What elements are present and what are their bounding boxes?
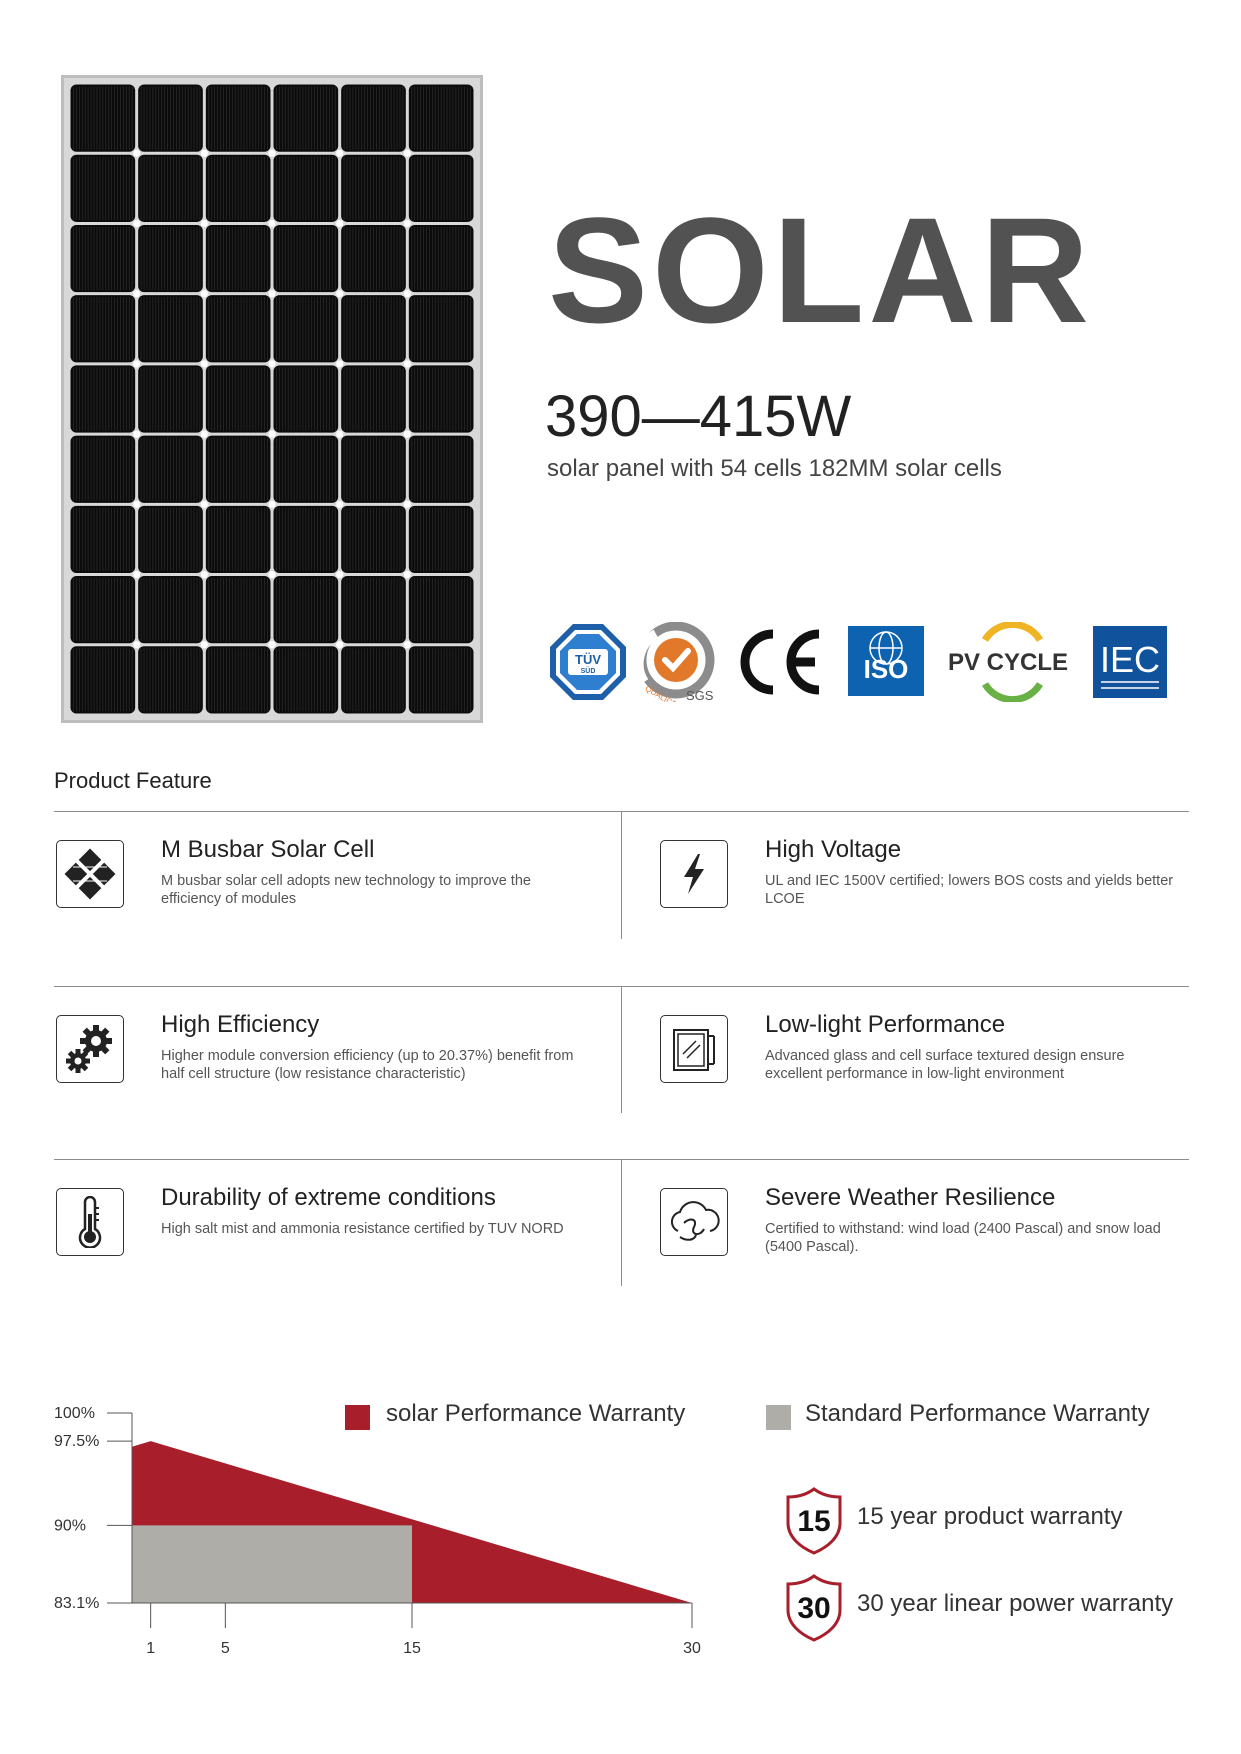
cell-corner-dot	[269, 641, 276, 648]
cell-corner-dot	[133, 220, 140, 227]
y-tick-label: 83.1%	[54, 1595, 100, 1612]
feature-item	[660, 1011, 1180, 1125]
solar-cell	[341, 365, 406, 432]
cell-corner-dot	[336, 501, 343, 508]
divider	[621, 986, 622, 1113]
solar-cell	[71, 576, 136, 643]
solar-cell	[341, 646, 406, 713]
warranty-label: 15 year product warranty	[857, 1503, 1123, 1530]
solar-cell	[206, 85, 271, 152]
solar-cell	[341, 576, 406, 643]
solar-cell	[138, 576, 203, 643]
feature-title: Low-light Performance	[765, 1011, 1006, 1038]
sgs-qualicert-logo	[636, 622, 718, 702]
cell-corner-dot	[336, 290, 343, 297]
cell-corner-dot	[201, 360, 208, 367]
cell-corner-dot	[404, 501, 411, 508]
warranty-badge-15	[784, 1487, 844, 1555]
solar-cell	[138, 646, 203, 713]
solar-cell	[274, 436, 339, 503]
gears-icon	[56, 1015, 124, 1083]
solar-cell	[274, 365, 339, 432]
solar-cell	[138, 436, 203, 503]
feature-title: High Efficiency	[161, 1011, 320, 1038]
y-tick-label: 97.5%	[54, 1433, 100, 1451]
cell-corner-dot	[201, 150, 208, 157]
solar-cell	[409, 295, 474, 362]
feature-title: High Voltage	[765, 836, 902, 863]
solar-cell	[206, 506, 271, 573]
solar-cell-grid	[64, 78, 480, 720]
solar-cell	[206, 646, 271, 713]
solar-cell	[274, 155, 339, 222]
cell-corner-dot	[404, 641, 411, 648]
feature-description: High salt mist and ammonia resistance certified by TUV NORD	[161, 1221, 564, 1237]
solar-panel-image	[61, 75, 483, 723]
legend-swatch-standard	[766, 1405, 791, 1430]
feature-item	[660, 836, 1180, 950]
solar-cell	[206, 365, 271, 432]
svg-text:QUALICERT: QUALICERT	[643, 683, 688, 702]
svg-text:IEC: IEC	[1099, 639, 1161, 680]
cell-corner-dot	[404, 360, 411, 367]
tuv-sud-logo	[548, 622, 628, 702]
solar-cell	[274, 506, 339, 573]
solar-cell	[341, 85, 406, 152]
feature-item	[56, 836, 576, 950]
feature-title: M Busbar Solar Cell	[161, 836, 375, 863]
solar-cell	[274, 225, 339, 292]
warranty-badge-30	[784, 1574, 844, 1642]
cell-corner-dot	[133, 360, 140, 367]
svg-text:PV CYCLE: PV CYCLE	[948, 649, 1069, 676]
solar-cell	[71, 365, 136, 432]
svg-text:30: 30	[797, 1592, 831, 1625]
solar-cell	[206, 295, 271, 362]
svg-text:SGS: SGS	[686, 688, 714, 702]
solar-cell	[138, 225, 203, 292]
solar-cell	[274, 646, 339, 713]
svg-text:TÜV: TÜV	[575, 652, 601, 667]
cell-corner-dot	[133, 641, 140, 648]
lightning-icon	[660, 840, 728, 908]
solar-cell	[341, 436, 406, 503]
solar-cell	[409, 576, 474, 643]
section-heading: Product Feature	[54, 768, 212, 793]
cell-corner-dot	[269, 501, 276, 508]
cell-corner-dot	[336, 150, 343, 157]
product-subtitle: solar panel with 54 cells 182MM solar cells	[547, 455, 1002, 482]
power-range: 390—415W	[545, 384, 852, 449]
cell-corner-dot	[133, 290, 140, 297]
cell-corner-dot	[336, 360, 343, 367]
cell-corner-dot	[201, 431, 208, 438]
feature-title: Severe Weather Resilience	[765, 1184, 1056, 1211]
cell-corner-dot	[269, 290, 276, 297]
x-tick-label: 5	[220, 1640, 230, 1657]
cell-corner-dot	[404, 220, 411, 227]
pv-cycle-logo	[945, 622, 1075, 702]
cell-corner-dot	[336, 220, 343, 227]
cell-corner-dot	[336, 431, 343, 438]
feature-description: Certified to withstand: wind load (2400 Pascal) and snow load (5400 Pascal).	[765, 1221, 1161, 1255]
solar-cell	[274, 295, 339, 362]
svg-text:15: 15	[797, 1505, 831, 1538]
solar-cell	[341, 225, 406, 292]
feature-title: Durability of extreme conditions	[161, 1184, 496, 1211]
page-title: SOLAR	[548, 186, 1093, 354]
iso-logo	[848, 622, 926, 702]
solar-cell	[138, 365, 203, 432]
cell-corner-dot	[269, 220, 276, 227]
solar-cell	[409, 155, 474, 222]
cell-corner-dot	[201, 501, 208, 508]
svg-text:SÜD: SÜD	[580, 668, 596, 675]
feature-item	[56, 1184, 576, 1298]
legend-label-solar: solar Performance Warranty	[386, 1400, 686, 1427]
y-tick-label: 100%	[54, 1405, 95, 1422]
feature-description: Advanced glass and cell surface textured design ensure excellent performance in low-light environment	[765, 1048, 1125, 1082]
divider	[621, 1159, 622, 1286]
cell-corner-dot	[336, 641, 343, 648]
solar-cell	[138, 295, 203, 362]
x-tick-label: 1	[146, 1640, 156, 1657]
cell-corner-dot	[133, 431, 140, 438]
warranty-chart	[40, 1395, 720, 1695]
glass-panel-icon	[660, 1015, 728, 1083]
solar-cell	[71, 436, 136, 503]
cell-corner-dot	[269, 431, 276, 438]
cell-corner-dot	[133, 150, 140, 157]
solar-cell	[274, 85, 339, 152]
solar-cell	[206, 155, 271, 222]
solar-cell	[409, 646, 474, 713]
solar-cell	[341, 155, 406, 222]
x-tick-label: 15	[403, 1640, 421, 1657]
solar-cell	[206, 576, 271, 643]
solar-cell	[409, 365, 474, 432]
thermometer-icon	[56, 1188, 124, 1256]
solar-cell	[206, 436, 271, 503]
weather-cloud-icon	[660, 1188, 728, 1256]
legend-swatch-solar	[345, 1405, 370, 1430]
solar-cell	[341, 506, 406, 573]
cell-corner-dot	[133, 501, 140, 508]
feature-description: M busbar solar cell adopts new technology to improve the efficiency of modules	[161, 873, 531, 907]
y-tick-label: 90%	[54, 1517, 87, 1535]
solar-cell	[71, 225, 136, 292]
svg-text:ISO: ISO	[863, 654, 909, 684]
iec-logo	[1093, 622, 1167, 702]
cell-corner-dot	[404, 571, 411, 578]
cell-corner-dot	[269, 571, 276, 578]
cell-corner-dot	[201, 220, 208, 227]
solar-cell	[71, 85, 136, 152]
solar-cell	[409, 506, 474, 573]
feature-description: UL and IEC 1500V certified; lowers BOS costs and yields better LCOE	[765, 873, 1174, 907]
solar-cell	[71, 295, 136, 362]
cell-corner-dot	[404, 431, 411, 438]
feature-item	[56, 1011, 576, 1125]
solar-cell	[409, 85, 474, 152]
cell-corner-dot	[336, 571, 343, 578]
solar-cell	[138, 506, 203, 573]
feature-item	[660, 1184, 1180, 1298]
solar-cells-icon	[56, 840, 124, 908]
legend-label-standard: Standard Performance Warranty	[805, 1400, 1150, 1427]
warranty-label: 30 year linear power warranty	[857, 1590, 1174, 1617]
divider	[621, 811, 622, 939]
cell-corner-dot	[404, 150, 411, 157]
solar-cell	[71, 506, 136, 573]
solar-cell	[138, 155, 203, 222]
cell-corner-dot	[201, 641, 208, 648]
solar-cell	[341, 295, 406, 362]
solar-cell	[71, 155, 136, 222]
cell-corner-dot	[133, 571, 140, 578]
cell-corner-dot	[269, 360, 276, 367]
solar-cell	[409, 436, 474, 503]
ce-mark	[735, 622, 827, 702]
cell-corner-dot	[201, 571, 208, 578]
feature-description: Higher module conversion efficiency (up to 20.37%) benefit from half cell structure (low resistance characteristic)	[161, 1048, 574, 1082]
solar-cell	[206, 225, 271, 292]
cell-corner-dot	[404, 290, 411, 297]
solar-cell	[409, 225, 474, 292]
cell-corner-dot	[201, 290, 208, 297]
solar-cell	[71, 646, 136, 713]
x-tick-label: 30	[683, 1640, 701, 1657]
cell-corner-dot	[269, 150, 276, 157]
solar-cell	[274, 576, 339, 643]
solar-cell	[138, 85, 203, 152]
